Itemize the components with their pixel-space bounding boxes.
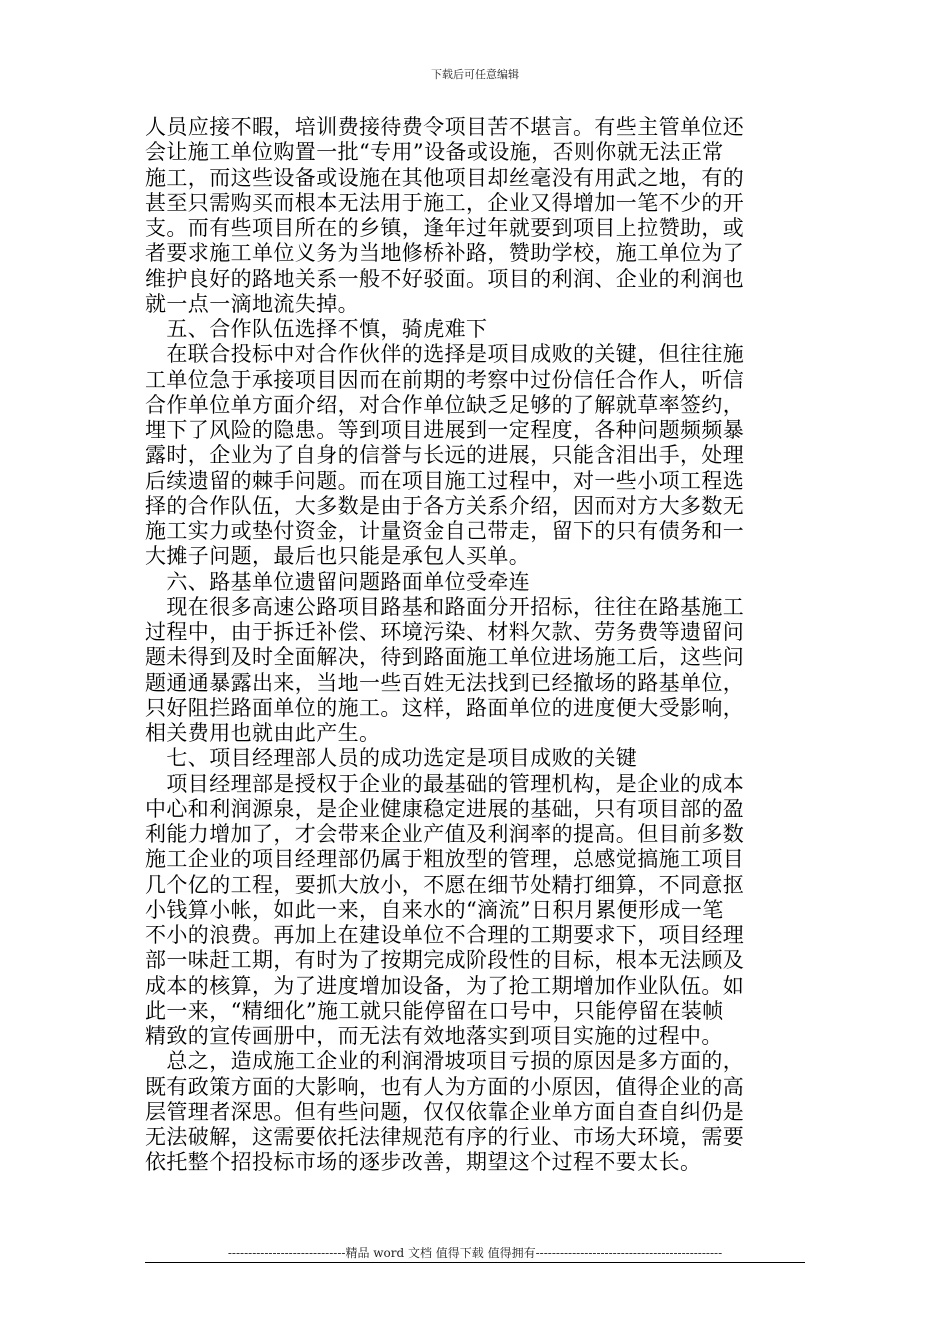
text-line: 现在很多高速公路项目路基和路面分开招标，往往在路基施工 — [145, 594, 745, 619]
text-line: 者要求施工单位义务为当地修桥补路，赞助学校，施工单位为了 — [145, 241, 745, 266]
text-line: 此一来，“精细化”施工就只能停留在口号中，只能停留在装帧 — [145, 998, 724, 1023]
text-line: 就一点一滴地流失掉。 — [145, 291, 359, 316]
section-heading: 六、路基单位遗留问题路面单位受牵连 — [145, 569, 531, 594]
text-line: 中心和利润源泉，是企业健康稳定进展的基础，只有项目部的盈 — [145, 796, 745, 821]
section-heading: 五、合作队伍选择不慎，骑虎难下 — [145, 317, 488, 341]
page-header-note: 下载后可任意编辑 — [431, 68, 519, 81]
text-line: 会让施工单位购置一批“专用”设备或设施，否则你就无法正常 — [145, 140, 724, 165]
text-line: 合作单位单方面介绍，对合作单位缺乏足够的了解就草率签约， — [145, 392, 745, 417]
text-line: 相关费用也就由此产生。 — [145, 721, 381, 745]
text-line: 支。而有些项目所在的乡镇，逢年过年就要到项目上拉赞助，或 — [145, 216, 745, 240]
text-line: 几个亿的工程，要抓大放小，不愿在细节处精打细算，不同意抠 — [145, 872, 745, 897]
text-line: 利能力增加了，才会带来企业产值及利润率的提高。但目前多数 — [145, 822, 745, 846]
text-line: 部一味赶工期，有时为了按期完成阶段性的目标，根本无法顾及 — [145, 948, 745, 973]
text-line: 在联合投标中对合作伙伴的选择是项目成败的关键，但往往施 — [145, 342, 745, 367]
text-line: 择的合作队伍，大多数是由于各方关系介绍，因而对方大多数无 — [145, 493, 745, 518]
text-line: 项目经理部是授权于企业的最基础的管理机构，是企业的成本 — [145, 771, 745, 796]
footer-divider — [145, 1262, 805, 1263]
section-heading: 七、项目经理部人员的成功选定是项目成败的关键 — [145, 746, 638, 771]
text-line: 题通通暴露出来，当地一些百姓无法找到已经撤场的路基单位， — [145, 670, 745, 695]
text-line: 无法破解，这需要依托法律规范有序的行业、市场大环境，需要 — [145, 1125, 745, 1149]
text-line: 露时，企业为了自身的信誉与长远的进展，只能含泪出手，处理 — [145, 443, 745, 468]
text-line: 施工实力或垫付资金，计量资金自己带走，留下的只有债务和一 — [145, 519, 745, 543]
text-line: 只好阻拦路面单位的施工。这样，路面单位的进度便大受影响， — [145, 695, 745, 720]
text-line: 维护良好的路地关系一般不好驳面。项目的利润、企业的利润也 — [145, 266, 745, 291]
text-line: 既有政策方面的大影响，也有人为方面的小原因，值得企业的高 — [145, 1074, 745, 1099]
text-line: 依托整个招投标市场的逐步改善，期望这个过程不要太长。 — [145, 1150, 702, 1175]
text-line: 施工，而这些设备或设施在其他项目却丝毫没有用武之地，有的 — [145, 165, 745, 190]
text-line: 埋下了风险的隐患。等到项目进展到一定程度，各种问题频频暴 — [145, 418, 745, 442]
text-line: 题未得到及时全面解决，待到路面施工单位进场施工后，这些问 — [145, 645, 745, 670]
text-line: 工单位急于承接项目因而在前期的考察中过份信任合作人，听信 — [145, 367, 745, 392]
text-line: 过程中，由于拆迁补偿、环境污染、材料欠款、劳务费等遗留问 — [145, 620, 745, 644]
document-body — [145, 115, 785, 1176]
text-line: 成本的核算，为了进度增加设备，为了抢工期增加作业队伍。如 — [145, 973, 745, 998]
text-line: 总之，造成施工企业的利润滑坡项目亏损的原因是多方面的， — [145, 1049, 745, 1074]
page-footer-note: -----------------------------精品 word 文档 值得下载 值得拥有---------------------------------------------- — [227, 1246, 723, 1260]
text-line: 大摊子问题，最后也只能是承包人买单。 — [145, 544, 531, 569]
text-line: 层管理者深思。但有些问题，仅仅依靠企业单方面自查自纠仍是 — [145, 1099, 745, 1124]
text-line: 后续遗留的棘手问题。而在项目施工过程中，对一些小项工程选 — [145, 468, 745, 493]
text-line: 不小的浪费。再加上在建设单位不合理的工期要求下，项目经理 — [145, 923, 745, 947]
text-line: 施工企业的项目经理部仍属于粗放型的管理，总感觉搞施工项目 — [145, 847, 745, 872]
text-line: 精致的宣传画册中，而无法有效地落实到项目实施的过程中。 — [145, 1024, 723, 1048]
text-line: 甚至只需购买而根本无法用于施工，企业又得增加一笔不少的开 — [145, 190, 745, 215]
text-line: 小钱算小帐，如此一来，自来水的“滴流”日积月累便形成一笔 — [145, 897, 724, 922]
text-line: 人员应接不暇，培训费接待费令项目苦不堪言。有些主管单位还 — [145, 115, 745, 139]
